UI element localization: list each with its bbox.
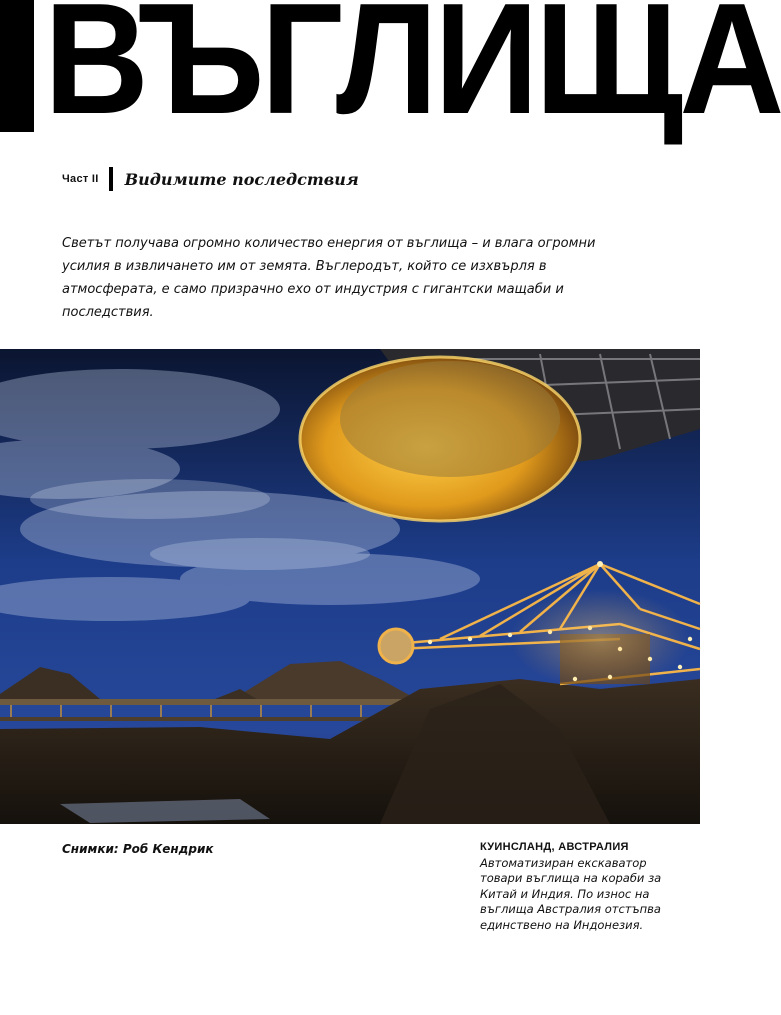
section-heading [62, 166, 359, 192]
page-title: ВЪГЛИЩА [44, 0, 781, 147]
section-subtitle: Видимите последствия [124, 169, 359, 189]
masthead-bar [0, 0, 34, 132]
caption-location: КУИНСЛАНД, АВСТРАЛИЯ [480, 841, 629, 853]
photo-caption [480, 840, 690, 933]
section-divider [109, 167, 113, 191]
masthead [0, 0, 781, 147]
coal-excavator-photo [0, 349, 700, 824]
caption-text: Автоматизиран екскаватор товари въглища на кораби за Китай и Индия. По износ на въглища Австралия отстъпва единствено на Индонезия. [480, 855, 662, 932]
intro-paragraph: Светът получава огромно количество енергия от въглища – и влага огромни усилия в извличането им от земята. Въглеродът, който се изхвърля в атмосферата, е само призрачно ехо от индустрия с гигантски мащаби и последствия. [62, 236, 596, 320]
photo-credit: Снимки: Роб Кендрик [62, 842, 214, 856]
photo-illustration [0, 349, 700, 824]
part-label: Част II [62, 173, 99, 185]
